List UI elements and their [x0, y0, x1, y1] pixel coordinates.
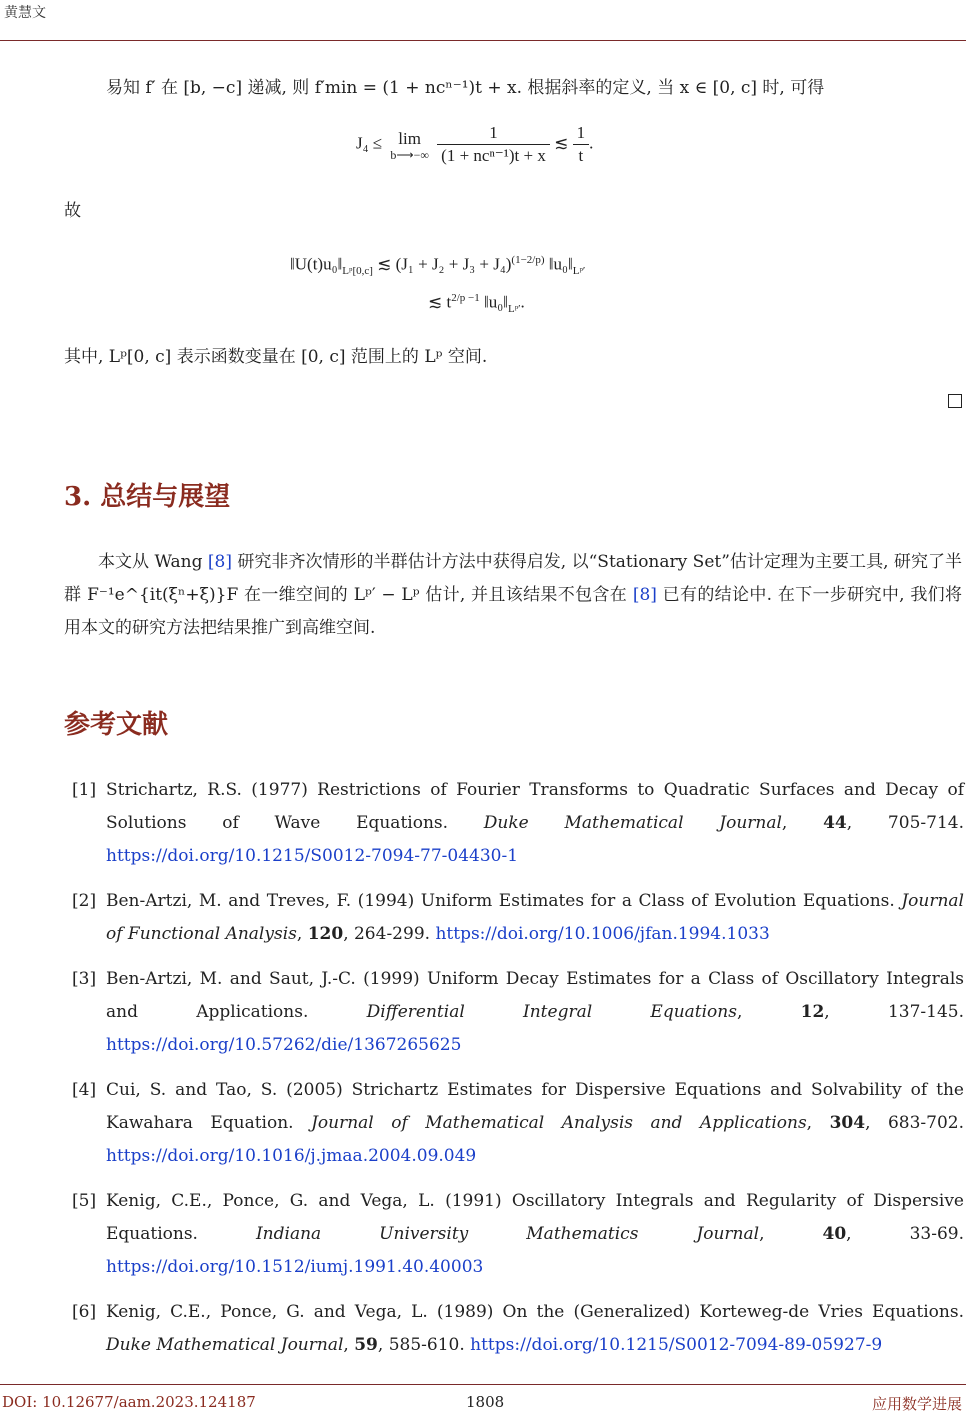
reference-journal: Journal of Functional Analysis [106, 891, 964, 944]
reference-pages: , 33-69. [846, 1224, 964, 1244]
conclusion-paragraph: 本文从 Wang [8] 研究非齐次情形的半群估计方法中获得启发, 以“Stationary Set”估计定理为主要工具, 研究了半群 F⁻¹e^{it(ξⁿ+ξ)}F 在一维空间的 Lᵖ′ − Lᵖ 估计, 并且该结果不包含在 [8] 已有的结论中. 在下一步研究中, 我们将用本文的研究方法把结果推广到高维空间. [64, 552, 962, 638]
eq1-relation: ≲ [554, 133, 569, 153]
reference-item: [3] Ben-Artzi, M. and Saut, J.-C. (1999) Uniform Decay Estimates for a Class of Oscillatory Integrals and Applications. Differential Integral Equations, 12, 137-145. https://doi.org/10.57262/die/1367265625 [72, 963, 964, 1062]
equation-norm-line2: ≲ $t^{2/p -1}$ $‖u_0‖_{Lᵖ'}$. [428, 292, 525, 316]
paragraph-text: 易知 f′ 在 [b, −c] 递减, 则 f′min = (1 + ncⁿ⁻¹)t + x. 根据斜率的定义, 当 x ∈ [0, c] 时, 可得 [106, 78, 825, 98]
eq1-fraction-2: $\frac{1}{t}$ [573, 122, 590, 167]
reference-volume: 59 [354, 1335, 378, 1355]
reference-pages: , 137-145. [824, 1002, 964, 1022]
reference-text: Kenig, C.E., Ponce, G. and Vega, L. (1989) On the (Generalized) Korteweg-de Vries Equations. [106, 1302, 964, 1322]
reference-item: [6] Kenig, C.E., Ponce, G. and Vega, L. (1989) On the (Generalized) Korteweg-de Vries Equations. Duke Mathematical Journal, 59, 585-610. https://doi.org/10.1215/S0012-7094-89-05927-9 [72, 1296, 964, 1362]
reference-text: Ben-Artzi, M. and Treves, F. (1994) Uniform Estimates for a Class of Evolution Equations. [106, 891, 902, 911]
reference-item: [4] Cui, S. and Tao, S. (2005) Strichartz Estimates for Dispersive Equations and Solvability of the Kawahara Equation. Journal of Mathematical Analysis and Applications, 304, 683-702. https://doi.org/10.1016/j.jmaa.2004.09.049 [72, 1074, 964, 1173]
reference-number: [6] [72, 1302, 97, 1322]
eq1-left: J₄ ≤ [356, 133, 383, 153]
reference-number: [3] [72, 969, 97, 989]
reference-journal: Duke Mathematical Journal [483, 813, 782, 833]
reference-journal: Differential Integral Equations [366, 1002, 737, 1022]
reference-pages: , 705-714. [846, 813, 964, 833]
reference-journal: Indiana University Mathematics Journal [255, 1224, 760, 1244]
reference-pages: , 683-702. [865, 1113, 964, 1133]
reference-journal: Journal of Mathematical Analysis and Applications [311, 1113, 807, 1133]
reference-volume: 304 [829, 1113, 866, 1133]
reference-journal: Duke Mathematical Journal [106, 1335, 344, 1355]
section-title-conclusion: 3. 总结与展望 [64, 482, 231, 512]
reference-text: Cui, S. and Tao, S. (2005) Strichartz Estimates for Dispersive Equations and Solvability of the Kawahara Equation. [106, 1080, 964, 1133]
footer-journal: 应用数学进展 [871, 1395, 962, 1413]
reference-text: Kenig, C.E., Ponce, G. and Vega, L. (1991) Oscillatory Integrals and Regularity of Dispersive Equations. [106, 1191, 964, 1244]
reference-pages: , 264-299. [343, 924, 431, 944]
reference-doi-link[interactable]: https://doi.org/10.1016/j.jmaa.2004.09.049 [106, 1146, 477, 1166]
header-author: 黄慧文 [4, 5, 46, 21]
reference-list [72, 774, 964, 1374]
equation-norm-line1: $‖U(t)u_0‖_{Lᵖ[0,c]}$ ≲ $(J_1 + J_2 + J_3 + J_4)^{(1-2/p)}$ $‖u_0‖_{Lᵖ'}$ [290, 254, 586, 278]
reference-doi-link[interactable]: https://doi.org/10.57262/die/1367265625 [106, 1035, 462, 1055]
eq1-fraction: $\frac{1}{\text{(1 + ncⁿ⁻¹)t + x}}$ [437, 122, 550, 167]
page-header [0, 0, 966, 41]
reference-item: [5] Kenig, C.E., Ponce, G. and Vega, L. (1991) Oscillatory Integrals and Regularity of Dispersive Equations. Indiana University Mathematics Journal, 40, 33-69. https://doi.org/10.1512/iumj.1991.40.40003 [72, 1185, 964, 1284]
reference-volume: 44 [823, 813, 847, 833]
qed-box [948, 394, 962, 408]
reference-doi-link[interactable]: https://doi.org/10.1006/jfan.1994.1033 [435, 924, 770, 944]
eq1-lim: lim b⟶−∞ [390, 128, 429, 162]
gu-label: 故 [64, 201, 81, 221]
reference-doi-link[interactable]: https://doi.org/10.1215/S0012-7094-89-05927-9 [470, 1335, 883, 1355]
reference-number: [1] [72, 780, 97, 800]
section-title-references: 参考文献 [64, 710, 169, 740]
reference-volume: 120 [307, 924, 344, 944]
reference-doi-link[interactable]: https://doi.org/10.1215/S0012-7094-77-04430-1 [106, 846, 519, 866]
reference-doi-link[interactable]: https://doi.org/10.1512/iumj.1991.40.40003 [106, 1257, 484, 1277]
citation-link[interactable]: [8] [207, 552, 232, 572]
reference-number: [4] [72, 1080, 97, 1100]
reference-volume: 40 [822, 1224, 847, 1244]
footer-doi: DOI: 10.12677/aam.2023.124187 [2, 1393, 256, 1411]
reference-item: [2] Ben-Artzi, M. and Treves, F. (1994) Uniform Estimates for a Class of Evolution Equations. Journal of Functional Analysis, 120, 264-299. https://doi.org/10.1006/jfan.1994.1033 [72, 885, 964, 951]
reference-text: Strichartz, R.S. (1977) Restrictions of Fourier Transforms to Quadratic Surfaces and Decay of Solutions of Wave Equations. [106, 780, 964, 833]
citation-link[interactable]: [8] [632, 585, 657, 605]
reference-volume: 12 [800, 1002, 825, 1022]
paragraph-derivative [106, 72, 962, 105]
footer-page-number: 1808 [466, 1393, 505, 1411]
reference-pages: , 585-610. [377, 1335, 465, 1355]
reference-number: [5] [72, 1191, 97, 1211]
reference-text: Ben-Artzi, M. and Saut, J.-C. (1999) Uniform Decay Estimates for a Class of Oscillatory Integrals and Applications. [106, 969, 964, 1022]
reference-number: [2] [72, 891, 97, 911]
page-footer [0, 1384, 966, 1415]
paragraph-lp-space: 其中, Lᵖ[0, c] 表示函数变量在 [0, c] 范围上的 Lᵖ 空间. [64, 347, 488, 367]
equation-j4: J₄ ≤ lim b⟶−∞ $\frac{1}{\text{(1 + ncⁿ⁻¹)t + x}}$ ≲ $\frac{1}{t}$ . [356, 123, 594, 165]
reference-item: [1] Strichartz, R.S. (1977) Restrictions of Fourier Transforms to Quadratic Surfaces and Decay of Solutions of Wave Equations. Duke Mathematical Journal, 44, 705-714. https://doi.org/10.1215/S0012-7094-77-04430-1 [72, 774, 964, 873]
